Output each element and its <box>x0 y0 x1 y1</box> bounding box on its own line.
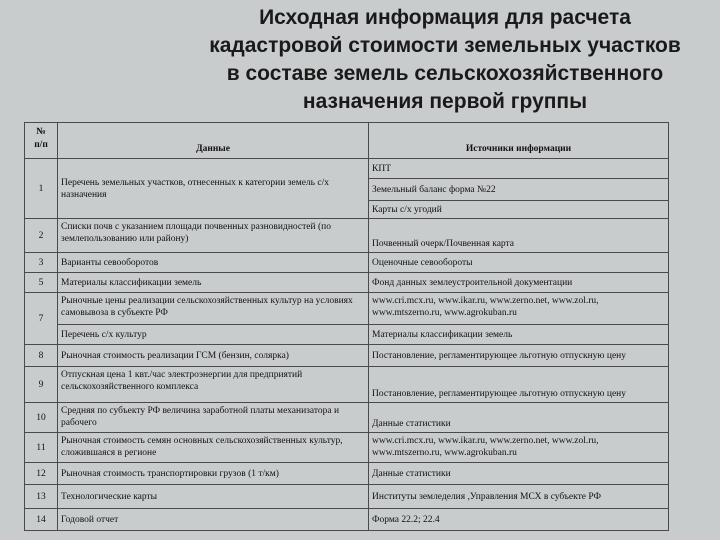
table-row <box>25 273 669 293</box>
table-row <box>25 219 669 253</box>
table-row <box>25 463 669 485</box>
row-number: 2 <box>25 219 58 253</box>
row-source: www.cri.mcx.ru, www.ikar.ru, www.zerno.net, www.zol.ru, www.mtszerno.ru, www.agrokuban.ru <box>369 293 669 325</box>
row-source: Фонд данных землеустроительной документации <box>369 273 669 293</box>
title-line-4: назначения первой группы <box>302 90 588 113</box>
table-row <box>25 509 669 531</box>
table-row <box>25 345 669 367</box>
row-data: Средняя по субъекту РФ величина заработной платы механизатора и рабочего <box>58 403 369 433</box>
table-row <box>25 367 669 403</box>
row-data: Перечень с/х культур <box>58 325 369 345</box>
row-source: Институты земледелия ,Управления МСХ в субъекте РФ <box>369 485 669 509</box>
table-row <box>25 433 669 463</box>
row-number: 10 <box>25 403 58 433</box>
title-line-1: Исходная информация для расчета <box>259 6 631 29</box>
row-source: Почвенный очерк/Почвенная карта <box>369 219 669 253</box>
row-source: Материалы классификации земель <box>369 325 669 345</box>
title-line-3: в составе земель сельскохозяйственного <box>226 62 664 85</box>
row-source: Карты с/х угодий <box>369 201 669 219</box>
title-line-2: кадастровой стоимости земельных участков <box>209 34 681 57</box>
row-data: Годовой отчет <box>58 509 369 531</box>
row-data: Перечень земельных участков, отнесенных к категории земель с/х назначения <box>58 159 369 219</box>
row-source: Форма 22.2; 22.4 <box>369 509 669 531</box>
row-data: Материалы классификации земель <box>58 273 369 293</box>
header-number <box>25 123 58 159</box>
row-source: Данные статистики <box>369 463 669 485</box>
table-row <box>25 159 669 179</box>
row-source: КПТ <box>369 159 669 179</box>
row-number: 9 <box>25 367 58 403</box>
row-source: Земельный баланс форма №22 <box>369 179 669 201</box>
row-number: 5 <box>25 273 58 293</box>
table-row <box>25 485 669 509</box>
header-number-symbol: № <box>36 127 46 137</box>
row-data: Рыночная стоимость реализации ГСМ (бензин, солярка) <box>58 345 369 367</box>
row-number: 11 <box>25 433 58 463</box>
row-number: 12 <box>25 463 58 485</box>
row-number: 7 <box>25 293 58 345</box>
row-source: Данные статистики <box>369 403 669 433</box>
header-source: Источники информации <box>369 123 669 159</box>
header-number-label: п/п <box>34 140 48 150</box>
page-title <box>170 4 720 116</box>
row-source: Постановление, регламентирующее льготную отпускную цену <box>369 367 669 403</box>
table-row <box>25 293 669 325</box>
row-number: 14 <box>25 509 58 531</box>
row-data: Рыночная стоимость семян основных сельскохозяйственных культур, сложившаяся в регионе <box>58 433 369 463</box>
row-data: Варианты севооборотов <box>58 253 369 273</box>
table-row <box>25 325 669 345</box>
row-number: 8 <box>25 345 58 367</box>
row-source: Постановление, регламентирующее льготную отпускную цену <box>369 345 669 367</box>
row-data: Списки почв с указанием площади почвенных разновидностей (по землепользованию или району) <box>58 219 369 253</box>
row-data: Рыночная стоимость транспортировки грузов (1 т/км) <box>58 463 369 485</box>
table-row <box>25 253 669 273</box>
row-number: 3 <box>25 253 58 273</box>
table-row <box>25 403 669 433</box>
row-number: 1 <box>25 159 58 219</box>
row-source: Оценочные севообороты <box>369 253 669 273</box>
header-data: Данные <box>58 123 369 159</box>
row-data: Отпускная цена 1 квт./час электроэнергии для предприятий сельскохозяйственного комплекса <box>58 367 369 403</box>
table-header-row <box>25 123 669 159</box>
row-data: Рыночные цены реализации сельскохозяйственных культур на условиях самовывоза в субъекте РФ <box>58 293 369 325</box>
row-number: 13 <box>25 485 58 509</box>
row-data: Технологические карты <box>58 485 369 509</box>
row-source: www.cri.mcx.ru, www.ikar.ru, www.zerno.net, www.zol.ru, www.mtszerno.ru, www.agrokuban.ru <box>369 433 669 463</box>
source-data-table <box>24 122 669 531</box>
